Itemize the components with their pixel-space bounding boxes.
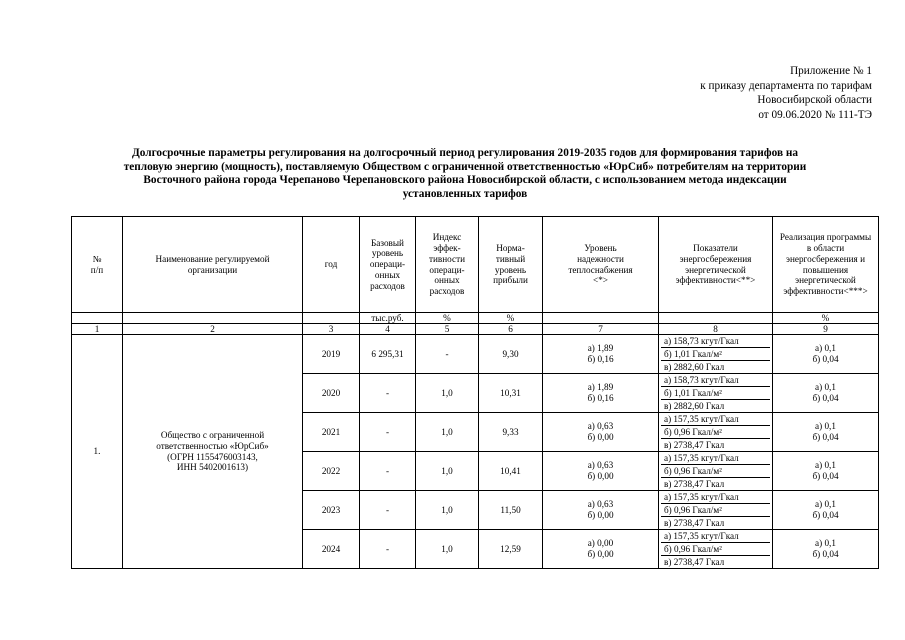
organization-line: (ОГРН 1155476003143, <box>167 451 258 462</box>
program-value: а) 0,1 <box>815 499 836 510</box>
index-cell: 1,0 <box>416 491 479 530</box>
header-text: Базовый <box>371 237 404 248</box>
header-text: Реализация программы <box>779 232 872 243</box>
program-cell <box>773 452 879 491</box>
program-value: а) 0,1 <box>815 538 836 549</box>
program-value: а) 0,1 <box>815 382 836 393</box>
program-cell <box>773 335 879 374</box>
base-cell: - <box>360 491 416 530</box>
column-number: 5 <box>416 324 479 335</box>
year-cell: 2024 <box>303 530 360 569</box>
reliability-cell <box>543 452 659 491</box>
header-text: уровень <box>494 264 527 275</box>
index-cell: 1,0 <box>416 374 479 413</box>
reliability-value: б) 0,00 <box>587 549 614 559</box>
appendix-line: к приказу департамента по тарифам <box>700 79 872 92</box>
program-value: б) 0,04 <box>812 432 839 442</box>
program-cell <box>773 530 879 569</box>
profit-cell: 9,30 <box>479 335 543 374</box>
header-text: Норма- <box>496 242 525 253</box>
program-value: б) 0,04 <box>812 471 839 481</box>
base-cell: - <box>360 452 416 491</box>
header-program <box>773 217 879 313</box>
column-number: 7 <box>543 324 659 335</box>
organization-line: ИНН 5402001613) <box>176 462 249 473</box>
reliability-cell <box>543 530 659 569</box>
units-row <box>72 313 879 324</box>
efficiency-value: в) 2738,47 Гкал <box>664 557 725 567</box>
index-cell: 1,0 <box>416 452 479 491</box>
year-cell: 2021 <box>303 413 360 452</box>
program-value: а) 0,1 <box>815 421 836 432</box>
header-index <box>416 217 479 313</box>
efficiency-value: в) 2882,60 Гкал <box>664 401 725 411</box>
profit-cell: 10,31 <box>479 374 543 413</box>
reliability-value: а) 0,63 <box>587 460 614 471</box>
base-cell: - <box>360 530 416 569</box>
column-number: 4 <box>360 324 416 335</box>
reliability-value: б) 0,00 <box>587 471 614 481</box>
efficiency-cell <box>659 374 773 413</box>
table-row <box>72 335 879 374</box>
appendix-line: Новосибирской области <box>757 94 872 106</box>
appendix-header <box>700 64 872 122</box>
year-cell: 2022 <box>303 452 360 491</box>
unit-cell: % <box>416 313 479 324</box>
unit-cell: тыс.руб. <box>360 313 416 324</box>
header-profit <box>479 217 543 313</box>
header-text: расходов <box>370 280 405 291</box>
index-cell: 1,0 <box>416 413 479 452</box>
column-number: 6 <box>479 324 543 335</box>
efficiency-value: а) 157,35 кгут/Гкал <box>661 413 770 426</box>
header-text: Индекс <box>432 232 462 243</box>
header-text: тивности <box>428 253 466 264</box>
reliability-cell <box>543 374 659 413</box>
reliability-value: а) 1,89 <box>587 382 614 393</box>
year-cell: 2023 <box>303 491 360 530</box>
program-value: б) 0,04 <box>812 510 839 520</box>
efficiency-value: а) 157,35 кгут/Гкал <box>661 452 770 465</box>
reliability-cell <box>543 335 659 374</box>
reliability-cell <box>543 491 659 530</box>
header-text: онных <box>374 269 401 280</box>
header-year: год <box>303 217 360 313</box>
unit-cell: % <box>773 313 879 324</box>
header-text: эффективности<***> <box>783 286 868 297</box>
header-org <box>123 217 303 313</box>
column-number: 3 <box>303 324 360 335</box>
program-cell <box>773 374 879 413</box>
header-text: операци- <box>429 264 465 275</box>
efficiency-value: а) 157,35 кгут/Гкал <box>661 491 770 504</box>
header-text: уровень <box>371 248 404 259</box>
header-text: теплоснабжения <box>568 264 633 275</box>
header-text: энергосбережения <box>679 253 752 264</box>
program-value: б) 0,04 <box>812 354 839 364</box>
column-number: 8 <box>659 324 773 335</box>
reliability-value: б) 0,16 <box>587 354 614 364</box>
header-text: эффек- <box>433 242 461 253</box>
document-title <box>70 147 860 201</box>
title-line: Долгосрочные параметры регулирования на долгосрочный период регулирования 2019-2035 годов для формирования тарифов на <box>131 147 799 159</box>
header-text: расходов <box>429 286 465 297</box>
efficiency-cell <box>659 530 773 569</box>
efficiency-value: в) 2738,47 Гкал <box>664 518 725 528</box>
organization-cell <box>123 335 303 569</box>
program-value: а) 0,1 <box>815 343 836 354</box>
header-text: Уровень <box>584 242 617 253</box>
efficiency-value: б) 1,01 Гкал/м² <box>661 387 770 400</box>
program-value: а) 0,1 <box>815 460 836 471</box>
efficiency-value: б) 0,96 Гкал/м² <box>661 426 770 439</box>
unit-cell <box>659 313 773 324</box>
organization-line: Общество с ограниченной <box>160 429 265 440</box>
header-text: <*> <box>593 275 608 286</box>
header-text: онных <box>434 275 460 286</box>
year-cell: 2020 <box>303 374 360 413</box>
base-cell: 6 295,31 <box>360 335 416 374</box>
reliability-value: а) 0,63 <box>587 499 614 510</box>
profit-cell: 10,41 <box>479 452 543 491</box>
profit-cell: 12,59 <box>479 530 543 569</box>
title-line: Восточного района города Черепаново Черепановского района Новосибирской области, с использованием метода индексации <box>143 174 787 187</box>
header-row <box>72 217 879 313</box>
header-text: № <box>92 253 102 264</box>
header-text: тивный <box>495 253 526 264</box>
row-number: 1. <box>72 335 123 569</box>
title-line: установленных тарифов <box>402 187 528 200</box>
column-numbers-row <box>72 324 879 335</box>
reliability-value: а) 0,00 <box>587 538 614 549</box>
profit-cell: 9,33 <box>479 413 543 452</box>
unit-cell: % <box>479 313 543 324</box>
efficiency-value: б) 0,96 Гкал/м² <box>661 504 770 517</box>
header-base <box>360 217 416 313</box>
program-cell <box>773 491 879 530</box>
efficiency-cell <box>659 491 773 530</box>
header-num <box>72 217 123 313</box>
unit-cell <box>543 313 659 324</box>
header-efficiency <box>659 217 773 313</box>
appendix-line: Приложение № 1 <box>790 65 872 77</box>
efficiency-value: в) 2882,60 Гкал <box>664 362 725 372</box>
program-cell <box>773 413 879 452</box>
reliability-value: а) 0,63 <box>587 421 614 432</box>
reliability-value: б) 0,00 <box>587 510 614 520</box>
appendix-line: от 09.06.2020 № 111-ТЭ <box>758 108 872 121</box>
header-text: прибыли <box>493 275 528 286</box>
header-text: повышения <box>802 264 849 275</box>
efficiency-value: в) 2738,47 Гкал <box>664 440 725 450</box>
base-cell: - <box>360 374 416 413</box>
reliability-value: б) 0,16 <box>587 393 614 403</box>
program-value: б) 0,04 <box>812 549 839 559</box>
header-text: п/п <box>90 264 104 275</box>
header-text: надежности <box>577 253 624 264</box>
header-text: эффективности<**> <box>675 275 756 286</box>
efficiency-cell <box>659 335 773 374</box>
efficiency-value: в) 2738,47 Гкал <box>664 479 725 489</box>
header-text: энергетической <box>795 275 856 286</box>
program-value: б) 0,04 <box>812 393 839 403</box>
index-cell: 1,0 <box>416 530 479 569</box>
column-number: 9 <box>773 324 879 335</box>
efficiency-value: б) 0,96 Гкал/м² <box>661 543 770 556</box>
unit-cell <box>123 313 303 324</box>
efficiency-value: а) 157,35 кгут/Гкал <box>661 530 770 543</box>
title-line: тепловую энергию (мощность), поставляемую Обществом с ограниченной ответственностью «ЮрСиб» потребителям на территории <box>123 160 807 173</box>
header-text: операци- <box>369 259 406 270</box>
parameters-table <box>71 216 879 569</box>
reliability-value: а) 1,89 <box>587 343 614 354</box>
header-reliability <box>543 217 659 313</box>
year-cell: 2019 <box>303 335 360 374</box>
unit-cell <box>72 313 123 324</box>
efficiency-value: б) 1,01 Гкал/м² <box>661 348 770 361</box>
reliability-value: б) 0,00 <box>587 432 614 442</box>
efficiency-value: б) 0,96 Гкал/м² <box>661 465 770 478</box>
unit-cell <box>303 313 360 324</box>
column-number: 1 <box>72 324 123 335</box>
header-text: Показатели <box>693 242 738 253</box>
header-text: энергосбережения и <box>786 253 865 264</box>
column-number: 2 <box>123 324 303 335</box>
efficiency-cell <box>659 413 773 452</box>
efficiency-value: а) 158,73 кгут/Гкал <box>661 335 770 348</box>
header-text: в области <box>806 242 845 253</box>
profit-cell: 11,50 <box>479 491 543 530</box>
header-text: организации <box>187 264 238 275</box>
efficiency-value: а) 158,73 кгут/Гкал <box>661 374 770 387</box>
header-text: Наименование регулируемой <box>155 253 270 264</box>
reliability-cell <box>543 413 659 452</box>
base-cell: - <box>360 413 416 452</box>
efficiency-cell <box>659 452 773 491</box>
header-text: энергетической <box>685 264 746 275</box>
index-cell: - <box>416 335 479 374</box>
organization-line: ответственностью «ЮрСиб» <box>156 440 269 451</box>
